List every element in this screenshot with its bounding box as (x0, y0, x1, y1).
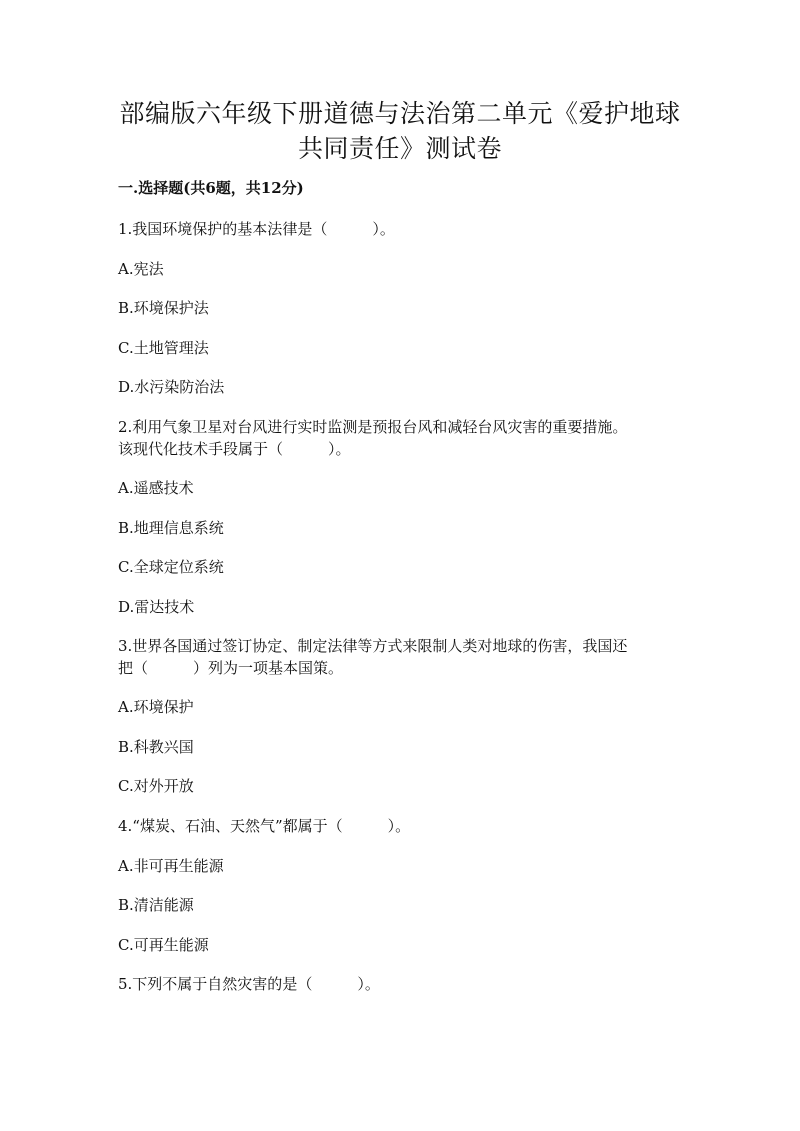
question-2-option-a: A.遥感技术 (118, 479, 194, 497)
question-2-option-d: D.雷达技术 (118, 598, 195, 616)
question-3-stem-line-2: 把（ ）列为一项基本国策。 (118, 659, 344, 677)
question-1-option-b: B.环境保护法 (118, 299, 209, 317)
question-3-option-b: B.科教兴国 (118, 738, 194, 756)
question-1-option-c: C.土地管理法 (118, 339, 209, 357)
question-2-stem-line-1: 2.利用气象卫星对台风进行实时监测是预报台风和减轻台风灾害的重要措施。 (118, 418, 628, 436)
question-3-stem-line-1: 3.世界各国通过签订协定、制定法律等方式来限制人类对地球的伤害，我国还 (118, 637, 628, 655)
question-4-option-a: A.非可再生能源 (118, 857, 224, 875)
section-heading: 一.选择题(共6题，共12分) (118, 179, 304, 197)
question-2-option-b: B.地理信息系统 (118, 519, 224, 537)
question-3-option-a: A.环境保护 (118, 698, 194, 716)
question-4-option-c: C.可再生能源 (118, 936, 209, 954)
question-3-option-c: C.对外开放 (118, 777, 194, 795)
question-1-option-a: A.宪法 (118, 260, 164, 278)
question-4-stem: 4.“煤炭、石油、天然气”都属于（ ）。 (118, 817, 411, 835)
page-title-line-2: 共同责任》测试卷 (297, 134, 502, 163)
question-1-stem: 1.我国环境保护的基本法律是（ ）。 (118, 220, 395, 238)
question-1-option-d: D.水污染防治法 (118, 378, 225, 396)
question-4-option-b: B.清洁能源 (118, 896, 194, 914)
question-2-stem-line-2: 该现代化技术手段属于（ ）。 (118, 440, 351, 458)
question-5-stem: 5.下列不属于自然灾害的是（ ）。 (118, 975, 380, 993)
question-2-option-c: C.全球定位系统 (118, 558, 224, 576)
page-title-line-1: 部编版六年级下册道德与法治第二单元《爱护地球 (119, 99, 681, 128)
